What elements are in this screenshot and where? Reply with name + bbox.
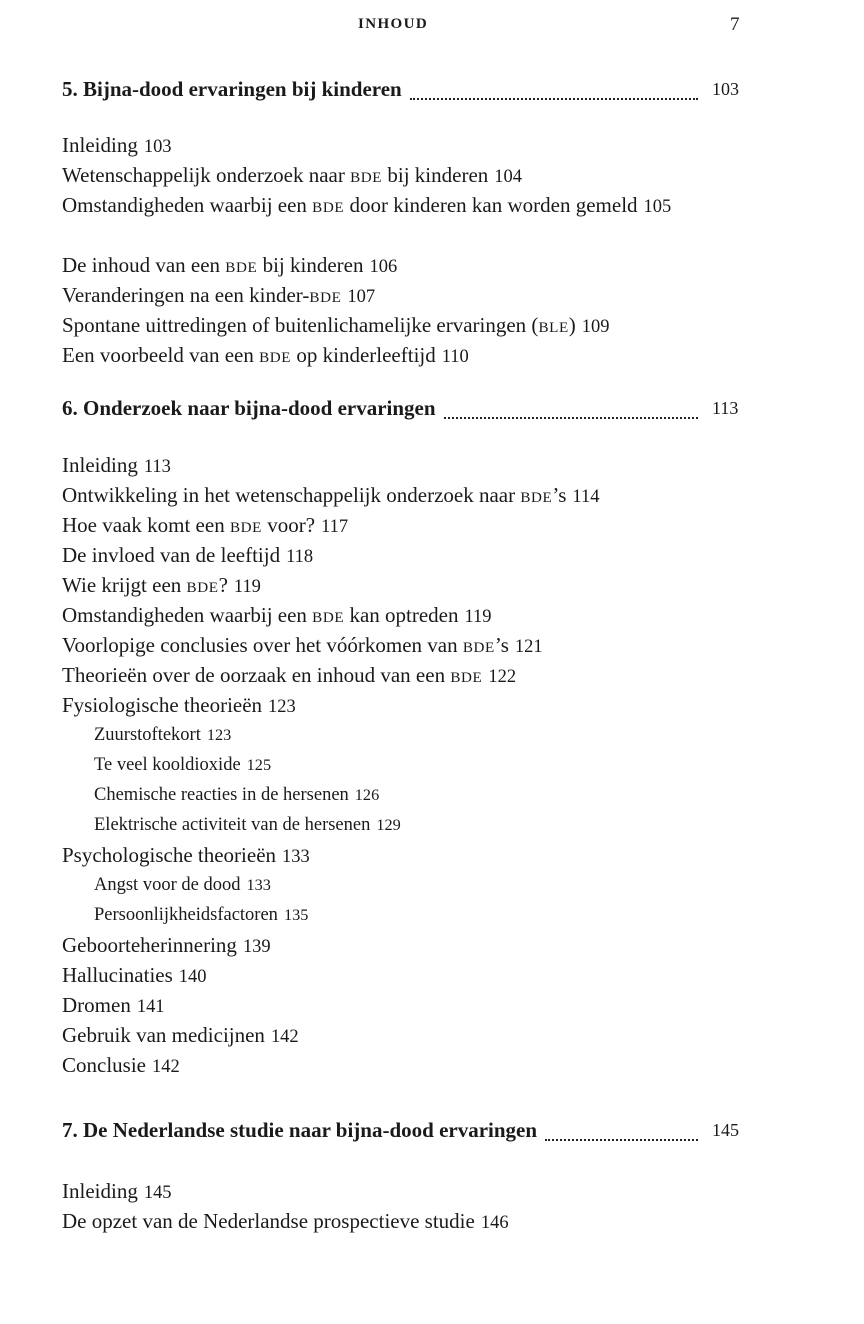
entry-page: 146 — [480, 1212, 509, 1232]
chapter-title: 6. Onderzoek naar bijna-dood ervaringen — [62, 396, 436, 420]
dot-leader — [410, 96, 698, 100]
toc-entry: Ontwikkeling in het wetenschappelijk onderzoek naar BDE’s 114 — [62, 483, 600, 507]
entry-page: 106 — [369, 256, 398, 276]
entry-page: 105 — [643, 196, 672, 216]
chapter-heading — [62, 396, 744, 426]
entry-list — [62, 130, 762, 370]
toc-entry: Dromen 141 — [62, 993, 165, 1017]
toc-subentry: Elektrische activiteit van de hersenen 129 — [94, 815, 401, 835]
running-head — [0, 16, 864, 40]
toc-subentry: Te veel kooldioxide 125 — [94, 755, 272, 775]
entry-page: 129 — [376, 815, 401, 834]
chapter-title: 5. Bijna-dood ervaringen bij kinderen — [62, 77, 402, 101]
entry-page: 107 — [347, 286, 376, 306]
entry-page: 123 — [206, 725, 232, 744]
toc-entry: Spontane uittredingen of buitenlichamelijke ervaringen (BLE) 109 — [62, 313, 610, 337]
chapter-heading — [62, 77, 744, 107]
running-head-title: INHOUD — [358, 16, 429, 32]
entry-page: 118 — [286, 546, 314, 566]
entry-page: 117 — [321, 516, 349, 536]
entry-page: 121 — [514, 636, 543, 656]
entry-page: 139 — [242, 936, 271, 956]
entry-page: 109 — [581, 316, 610, 336]
toc-entry: Inleiding 103 — [62, 133, 172, 157]
toc-entry: Wie krijgt een BDE? 119 — [62, 573, 261, 597]
toc-entry: De inhoud van een BDE bij kinderen 106 — [62, 253, 398, 277]
toc-entry: De opzet van de Nederlandse prospectieve studie 146 — [62, 1209, 509, 1233]
toc-entry: Conclusie 142 — [62, 1053, 180, 1077]
toc-entry: Theorieën over de oorzaak en inhoud van een BDE 122 — [62, 663, 517, 687]
entry-page: 110 — [441, 346, 469, 366]
toc-entry: Fysiologische theorieën 123 — [62, 693, 296, 717]
entry-page: 123 — [268, 696, 296, 716]
entry-page: 114 — [572, 486, 600, 506]
toc-entry: Psychologische theorieën 133 — [62, 843, 310, 867]
entry-page: 133 — [282, 846, 310, 866]
toc-subentry: Angst voor de dood 133 — [94, 875, 271, 895]
entry-list — [62, 450, 762, 1080]
entry-page: 142 — [270, 1026, 299, 1046]
entry-page: 135 — [283, 905, 309, 924]
toc-entry: Voorlopige conclusies over het vóórkomen van BDE’s 121 — [62, 633, 543, 657]
entry-page: 140 — [178, 966, 207, 986]
toc-subentry: Zuurstoftekort 123 — [94, 725, 232, 745]
toc-entry: Een voorbeeld van een BDE op kinderleeftijd 110 — [62, 343, 469, 367]
toc-entry: Wetenschappelijk onderzoek naar BDE bij kinderen 104 — [62, 163, 522, 187]
chapter-page: 145 — [712, 1120, 739, 1140]
toc-entry: Veranderingen na een kinder-BDE 107 — [62, 283, 376, 307]
entry-page: 104 — [494, 166, 522, 186]
chapter-page: 113 — [712, 398, 739, 418]
entry-page: 103 — [143, 136, 172, 156]
entry-page: 113 — [143, 456, 171, 476]
toc-entry: Inleiding 113 — [62, 453, 171, 477]
entry-page: 133 — [246, 875, 271, 894]
entry-list — [62, 1176, 762, 1236]
toc-entry: Omstandigheden waarbij een BDE kan optreden 119 — [62, 603, 492, 627]
entry-page: 142 — [152, 1056, 180, 1076]
toc-entry: De invloed van de leeftijd 118 — [62, 543, 314, 567]
dot-leader — [545, 1137, 698, 1141]
toc-entry: Gebruik van medicijnen 142 — [62, 1023, 299, 1047]
entry-page: 125 — [246, 755, 272, 774]
chapter-page: 103 — [712, 79, 739, 99]
entry-page: 119 — [464, 606, 492, 626]
chapter-heading — [62, 1118, 744, 1148]
entry-page: 141 — [136, 996, 165, 1016]
dot-leader — [444, 415, 698, 419]
toc-subentry: Persoonlijkheidsfactoren 135 — [94, 905, 309, 925]
toc-entry: Omstandigheden waarbij een BDE door kinderen kan worden gemeld 105 — [62, 193, 672, 217]
toc-entry: Hoe vaak komt een BDE voor? 117 — [62, 513, 349, 537]
entry-page: 145 — [143, 1182, 172, 1202]
entry-page: 119 — [233, 576, 261, 596]
toc-entry: Inleiding 145 — [62, 1179, 172, 1203]
toc-subentry: Chemische reacties in de hersenen 126 — [94, 785, 380, 805]
entry-page: 122 — [488, 666, 517, 686]
entry-page: 126 — [354, 785, 380, 804]
page-number: 7 — [730, 14, 740, 35]
toc-entry: Geboorteherinnering 139 — [62, 933, 271, 957]
chapter-title: 7. De Nederlandse studie naar bijna-dood ervaringen — [62, 1118, 538, 1142]
toc-entry: Hallucinaties 140 — [62, 963, 207, 987]
